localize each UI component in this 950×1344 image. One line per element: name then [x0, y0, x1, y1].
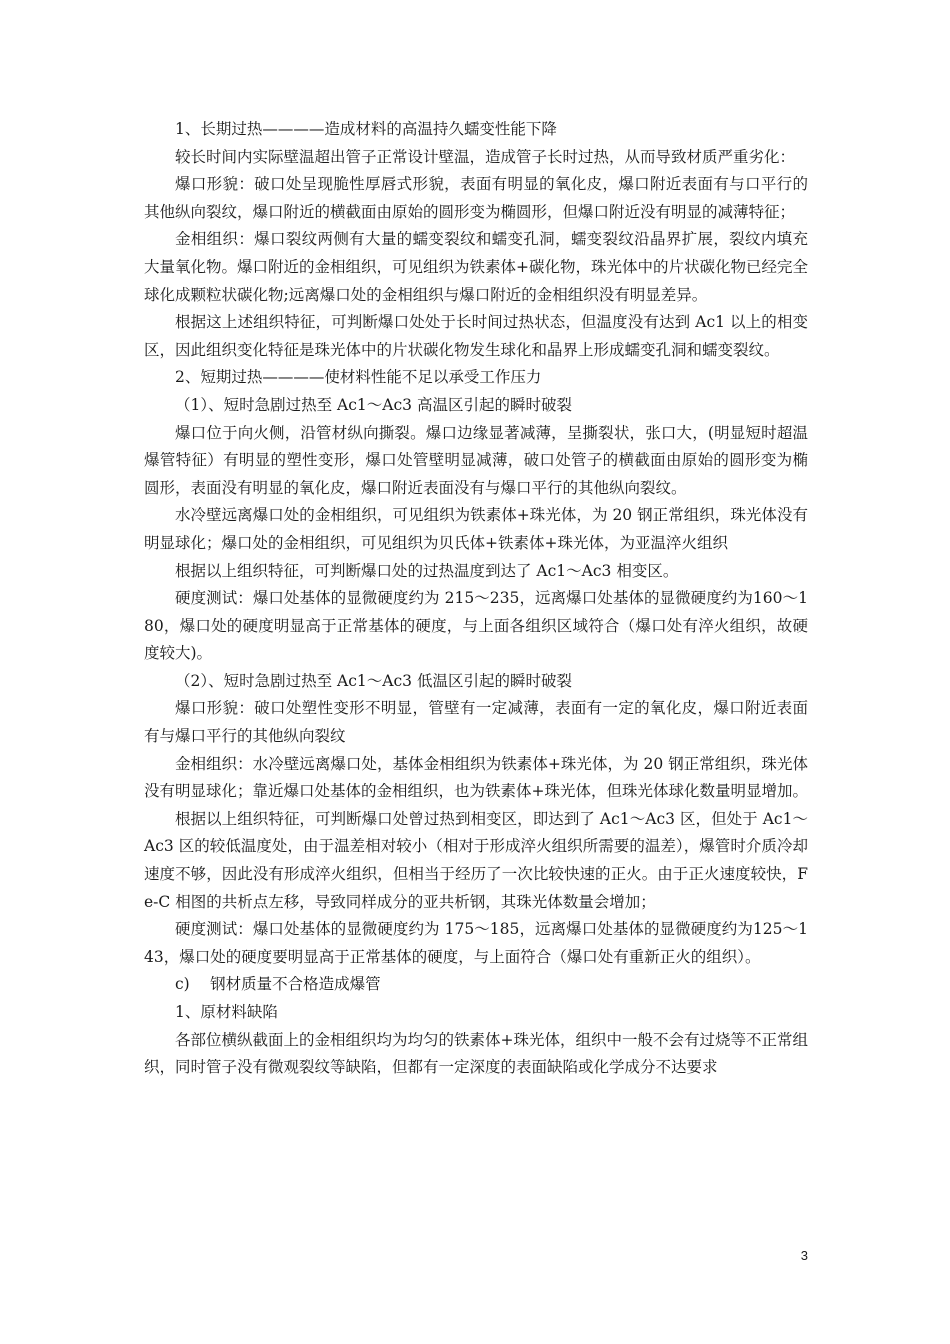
paragraph-raw-material-defects: 各部位横纵截面上的金相组织均为均匀的铁素体+珠光体，组织中一般不会有过烧等不正常组织，同时管子没有微观裂纹等缺陷，但都有一定深度的表面缺陷或化学成分不达要求 [144, 1030, 808, 1077]
paragraph-long-term-judgement: 根据这上述组织特征，可判断爆口处处于长时间过热状态，但温度没有达到 Ac1 以上的相变区，因此组织变化特征是珠光体中的片状碳化物发生球化和晶界上形成蠕变孔洞和蠕变裂纹。 [144, 313, 808, 359]
paragraph-low-temp-morphology: 爆口形貌：破口处塑性变形不明显，管壁有一定减薄，表面有一定的氧化皮，爆口附近表面有与爆口平行的其他纵向裂纹 [144, 699, 808, 746]
paragraph-high-temp-hardness: 硬度测试：爆口处基体的显微硬度约为 215～235，远离爆口处基体的显微硬度约为160～180，爆口处的硬度明显高于正常基体的硬度，与上面各组织区域符合（爆口处有淬火组织，故硬度较大)。 [144, 589, 808, 663]
paragraph-steel-quality-heading: c) 钢材质量不合格造成爆管 [175, 975, 381, 994]
paragraph-subheading-high-temp-zone: （1）、短时急剧过热至 Ac1～Ac3 高温区引起的瞬时破裂 [175, 395, 572, 414]
paragraph-metallographic-structure: 金相组织：爆口裂纹两侧有大量的蠕变裂纹和蠕变孔洞，蠕变裂纹沿晶界扩展，裂纹内填充大量氧化物。爆口附近的金相组织，可见组织为铁素体+碳化物，珠光体中的片状碳化物已经完全球化成颗粒状碳化物;远离爆口处的金相组织与爆口附近的金相组织没有明显差异。 [144, 230, 808, 304]
paragraph-low-temp-hardness: 硬度测试：爆口处基体的显微硬度约为 175～185，远离爆口处基体的显微硬度约为125～143，爆口处的硬度要明显高于正常基体的硬度，与上面符合（爆口处有重新正火的组织）。 [144, 920, 808, 966]
page-number: 3 [800, 1248, 808, 1263]
paragraph-long-term-overheat-intro: 较长时间内实际壁温超出管子正常设计壁温，造成管子长时过热，从而导致材质严重劣化： [175, 147, 796, 166]
paragraph-short-term-overheat-heading: 2、短期过热————使材料性能不足以承受工作压力 [175, 368, 542, 387]
paragraph-high-temp-metallography: 水冷壁远离爆口处的金相组织，可见组织为铁素体+珠光体，为 20 钢正常组织，珠光体没有明显球化；爆口处的金相组织，可见组织为贝氏体+铁素体+珠光体，为亚温淬火组织 [144, 506, 808, 552]
paragraph-high-temp-rupture-description: 爆口位于向火侧，沿管材纵向撕裂。爆口边缘显著减薄，呈撕裂状，张口大，(明显短时超温爆管特征）有明显的塑性变形，爆口处管壁明显减薄，破口处管子的横截面由原始的圆形变为椭圆形，表面没有明显的氧化皮，爆口附近表面没有与爆口平行的其他纵向裂纹。 [144, 423, 808, 497]
paragraph-long-term-overheat-heading: 1、长期过热————造成材料的高温持久蠕变性能下降 [175, 120, 557, 138]
document-body [144, 116, 808, 1082]
paragraph-low-temp-metallography: 金相组织：水冷壁远离爆口处，基体金相组织为铁素体+珠光体，为 20 钢正常组织，珠光体没有明显球化；靠近爆口处基体的金相组织，也为铁素体+珠光体，但珠光体球化数量明显增加。 [144, 754, 808, 801]
paragraph-rupture-morphology: 爆口形貌：破口处呈现脆性厚唇式形貌，表面有明显的氧化皮，爆口附近表面有与口平行的其他纵向裂纹，爆口附近的横截面由原始的圆形变为椭圆形，但爆口附近没有明显的减薄特征； [144, 175, 808, 221]
paragraph-high-temp-judgement: 根据以上组织特征，可判断爆口处的过热温度到达了 Ac1～Ac3 相变区。 [175, 561, 679, 580]
paragraph-raw-material-defects-heading: 1、原材料缺陷 [175, 1003, 278, 1021]
paragraph-subheading-low-temp-zone: （2）、短时急剧过热至 Ac1～Ac3 低温区引起的瞬时破裂 [175, 671, 572, 690]
paragraph-low-temp-judgement: 根据以上组织特征，可判断爆口处曾过热到相变区，即达到了 Ac1～Ac3 区，但处于 Ac1～Ac3 区的较低温度处，由于温差相对较小（相对于形成淬火组织所需要的温差），爆管时介质冷却速度不够，因此没有形成淬火组织，但相当于经历了一次比较快速的正火。由于正火速度较快，Fe-C 相图的共析点左移，导致同样成分的亚共析钢，其珠光体数量会增加； [144, 809, 808, 911]
